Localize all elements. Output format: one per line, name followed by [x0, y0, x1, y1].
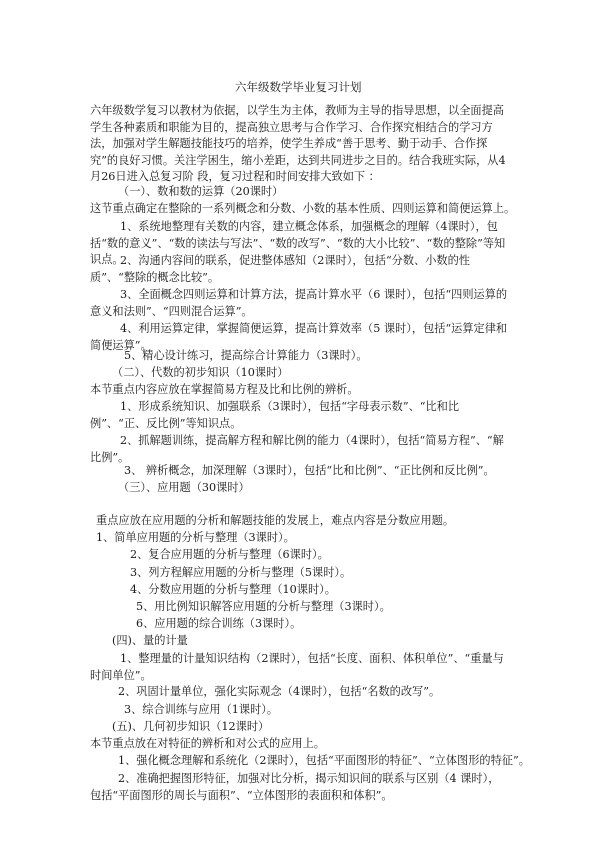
section-1-heading: （一）、数和数的运算（20课时） — [118, 185, 284, 198]
section-1-item-3: 3、全面概念四则运算和计算方法，提高计算水平（6 课时），包括“四则运算的意义和法则”、“四则混合运算”。 — [90, 288, 508, 318]
intro-paragraph: 六年级数学复习以教材为依据，以学生为主体，教师为主导的指导思想，以全面提高学生各种素质和职能为目的，提高独立思考与合作学习、合作探究相结合的学习方法，加强对学生解题技能技巧的培养，使学生养成“善于思考、勤于动手、合作探究”的良好习惯。关注学困生，缩小差距，达到共同进步之目的。结合我班实际，从4月26日进入总复习阶 段，复习过程和时间安排大致如下 ： — [90, 104, 506, 183]
section-1-focus: 这节重点确定在整除的一系列概念和分数、小数的基本性质、四则运算和简便运算上。 — [90, 202, 516, 215]
section-4-heading: (四)、量的计量 — [112, 634, 188, 647]
section-3-item-6: 6、应用题的综合训练（3课时）。 — [136, 617, 302, 630]
section-5-heading: (五)、几何初步知识（12课时） — [112, 720, 270, 733]
section-2-focus: 本节重点内容应放在掌握简易方程及比和比例的辨析。 — [90, 383, 359, 396]
section-3-item-2: 2、复合应用题的分析与整理（6课时）。 — [130, 548, 329, 561]
section-2-item-2: 2、抓解题训练，提高解方程和解比例的能力（4课时），包括“简易方程”、“解比例”。 — [90, 434, 504, 464]
section-2-heading: （二）、代数的初步知识（10课时） — [112, 366, 289, 379]
section-5-item-2: 2、准确把握图形特征，加强对比分析，揭示知识间的联系与区别（4 课时），包括“平面图形的周长与面积”、“立体图形的表面积和体积”。 — [90, 772, 500, 802]
page-title: 六年级数学毕业复习计划 — [235, 80, 362, 94]
section-1-item-2: 2、沟通内容间的联系，促进整体感知（2课时），包括“分数、小数的性质”、“整除的概念比较”。 — [90, 254, 470, 284]
section-3-focus: 重点应放在应用题的分析和解题技能的发展上，难点内容是分数应用题。 — [96, 514, 455, 527]
section-3-heading: （三）、应用题（30课时） — [118, 481, 250, 494]
section-3-item-3: 3、列方程解应用题的分析与整理（5课时）。 — [130, 566, 352, 579]
section-1-item-4: 4、利用运算定律，掌握简便运算，提高计算效率（5 课时），包括“运算定律和简便运算”。 — [90, 322, 508, 352]
section-5-focus: 本节重点放在对特征的辨析和对公式的应用上。 — [90, 737, 325, 750]
section-4-item-2: 2、巩固计量单位，强化实际观念（4课时），包括“名数的改写”。 — [118, 685, 441, 698]
section-5-item-1: 1、强化概念理解和系统化（2课时），包括“平面图形的特征”、“立体图形的特征”。 — [118, 754, 530, 767]
section-3-item-4: 4、分数应用题的分析与整理（10课时）。 — [130, 583, 336, 596]
section-3-item-1: 1、简单应用题的分析与整理（3课时）。 — [96, 531, 295, 544]
section-3-item-5: 5、用比例知识解答应用题的分析与整理（3课时）。 — [136, 600, 391, 613]
section-1-item-1: 1、系统地整理有关数的内容，建立概念体系，加强概念的理解（4课时），包括“数的意义”、“数的读法与写法”、“数的改写”、“数的大小比较”、“数的整除”等知识点。 — [90, 220, 506, 266]
section-2-item-3: 3、 辨析概念，加深理解（3课时），包括“比和比例”、“正比例和反比例”。 — [124, 464, 495, 477]
section-4-item-1: 1、整理量的计量知识结构（2课时），包括“长度、面积、体积单位”、“重量与时间单位”。 — [90, 652, 504, 682]
section-2-item-1: 1、形成系统知识、加强联系（3课时），包括“字母表示数”、“比和比例”、“正、反比例”等知识点。 — [90, 400, 460, 430]
section-4-item-3: 3、综合训练与应用（1课时）。 — [124, 703, 279, 716]
section-1-item-5: 5、精心设计练习，提高综合计算能力（3课时）。 — [124, 349, 368, 362]
